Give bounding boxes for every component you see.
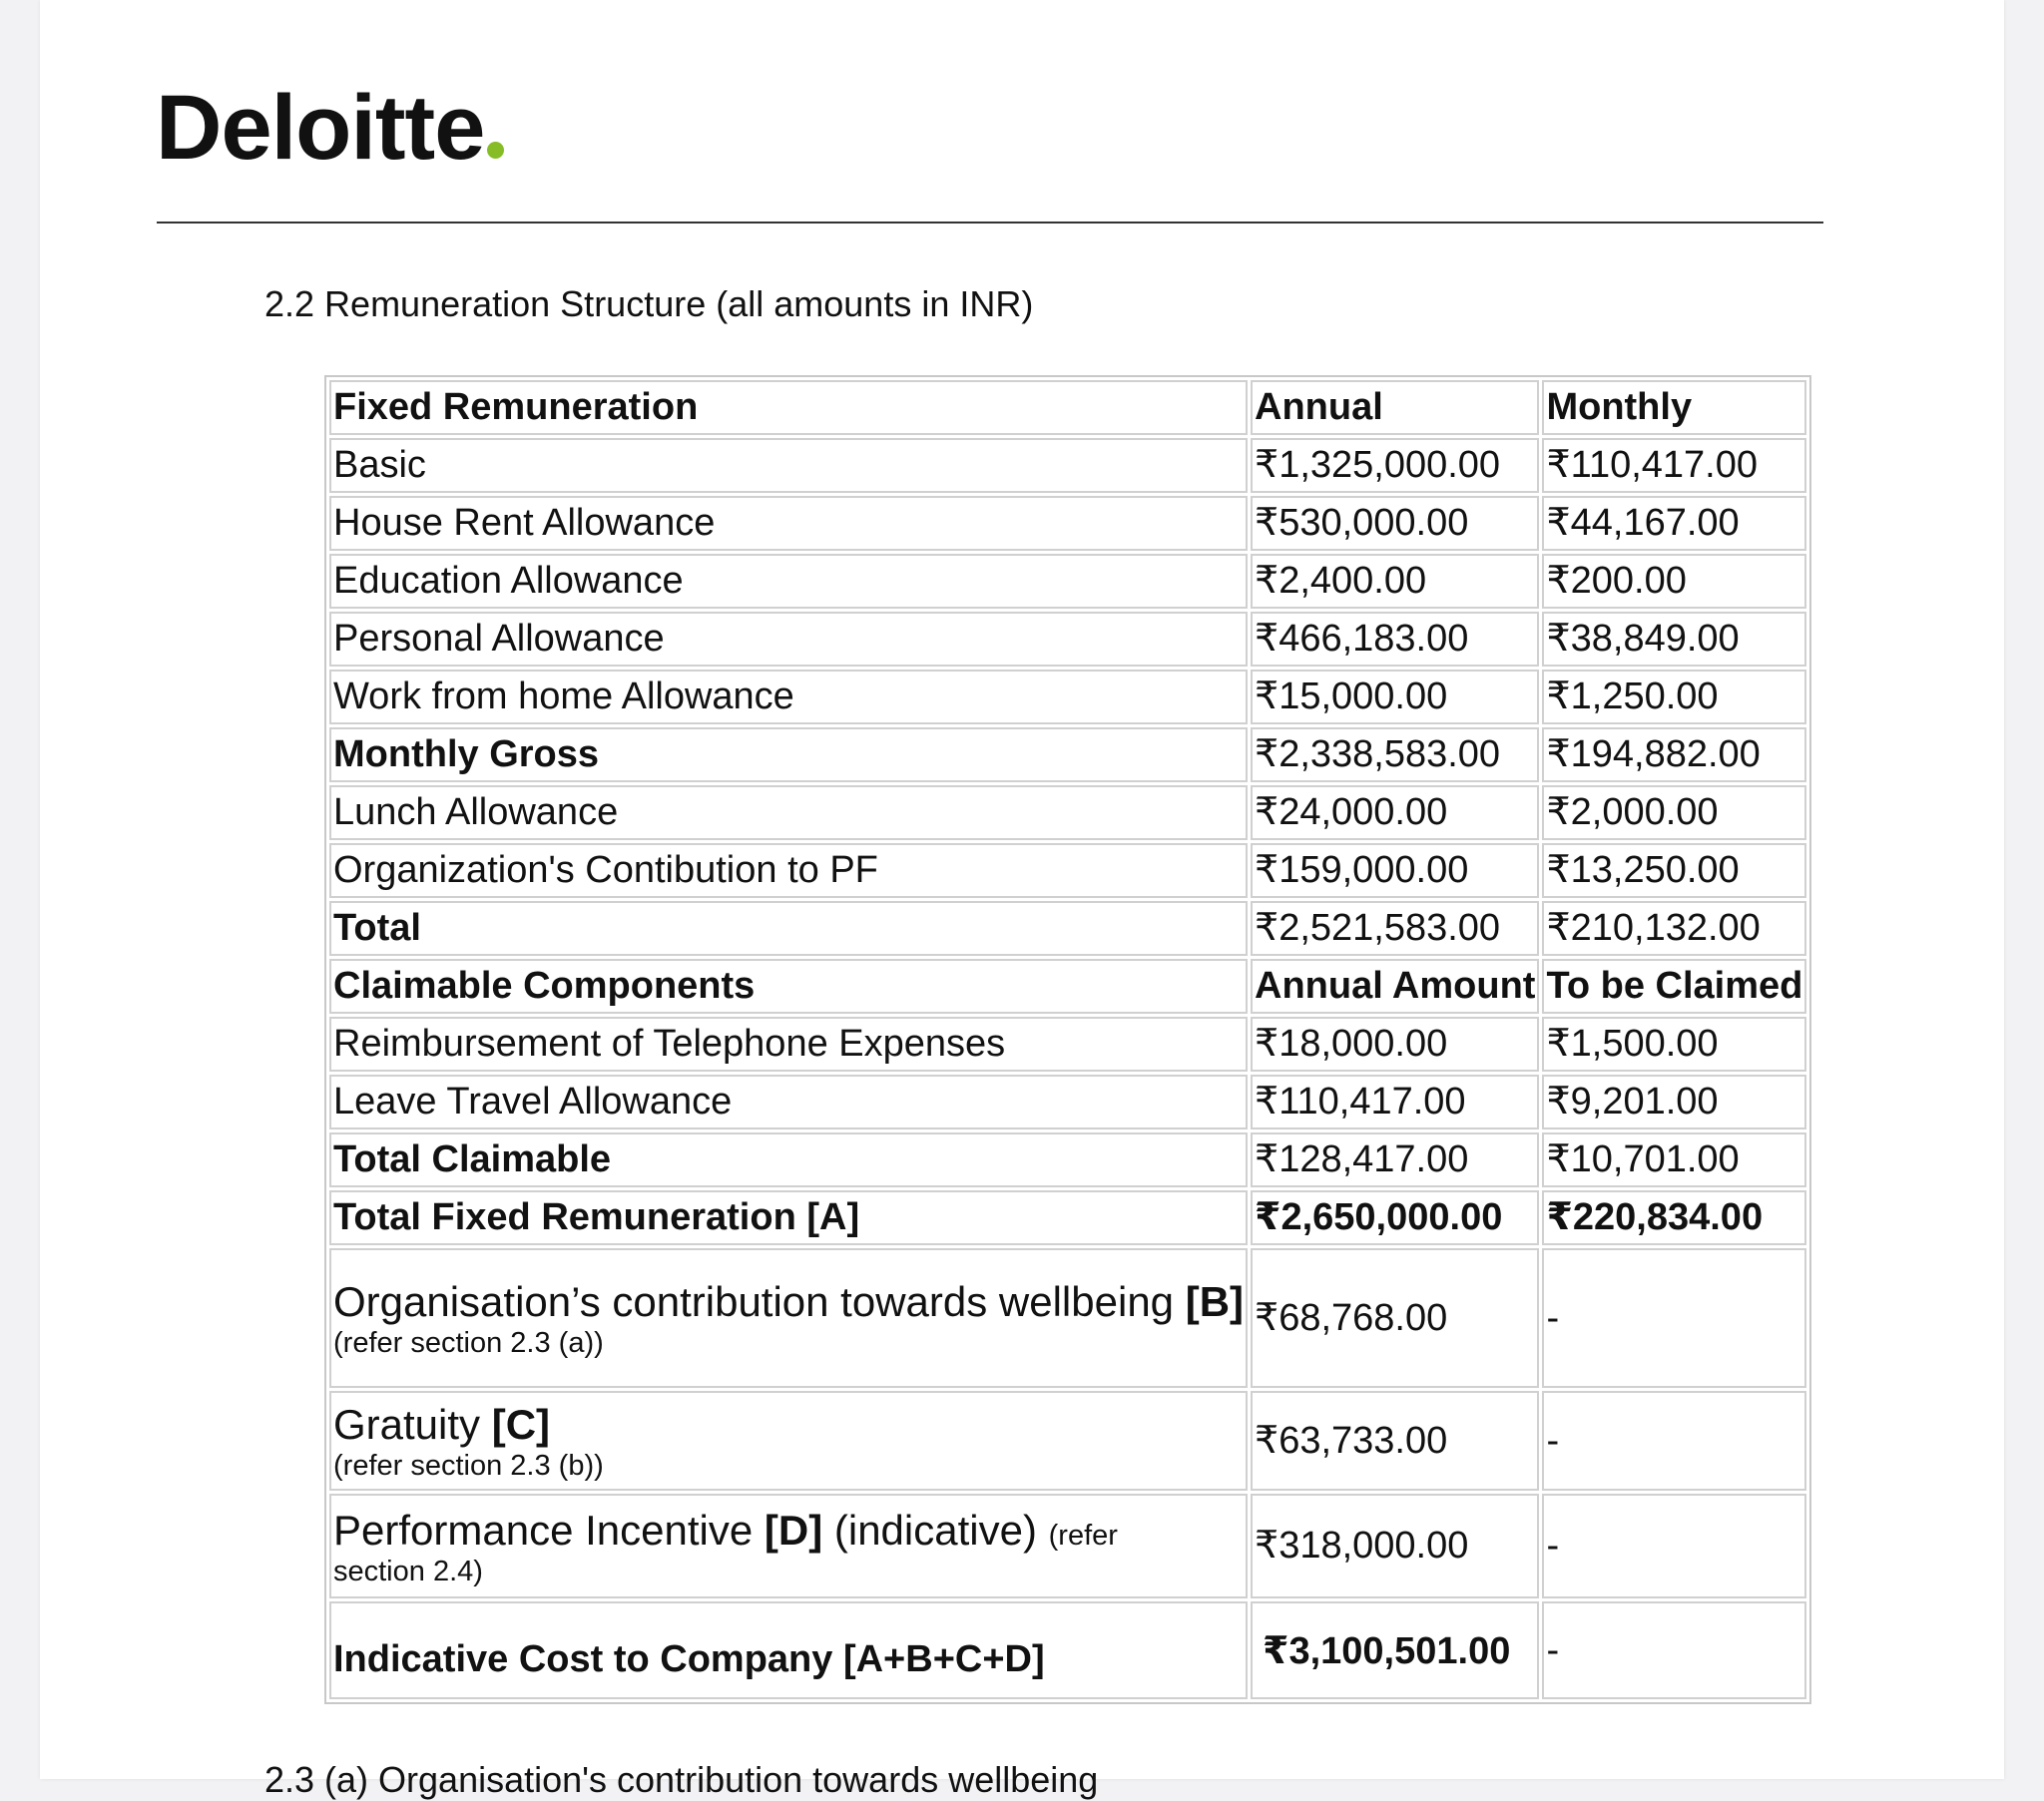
claimable-header-annual: Annual Amount bbox=[1251, 959, 1539, 1014]
row-label: House Rent Allowance bbox=[329, 496, 1248, 551]
table-row bbox=[329, 670, 1806, 724]
row-monthly: ₹110,417.00 bbox=[1542, 438, 1806, 493]
gratuity-row bbox=[329, 1391, 1806, 1491]
row-label: Reimbursement of Telephone Expenses bbox=[329, 1017, 1248, 1072]
gratuity-label-cell bbox=[329, 1391, 1248, 1491]
gratuity-tag: [C] bbox=[491, 1401, 551, 1448]
ctc-label: Indicative Cost to Company [A+B+C+D] bbox=[329, 1601, 1248, 1699]
row-annual: ₹2,650,000.00 bbox=[1251, 1190, 1539, 1245]
performance-label-cell bbox=[329, 1494, 1248, 1598]
table-row bbox=[329, 554, 1806, 609]
performance-row bbox=[329, 1494, 1806, 1598]
row-annual: ₹18,000.00 bbox=[1251, 1017, 1539, 1072]
table-row bbox=[329, 438, 1806, 493]
total-fixed-row bbox=[329, 1190, 1806, 1245]
row-monthly: ₹10,701.00 bbox=[1542, 1132, 1806, 1187]
claimable-header-monthly: To be Claimed bbox=[1542, 959, 1806, 1014]
header-annual: Annual bbox=[1251, 380, 1539, 435]
header-label: Fixed Remuneration bbox=[329, 380, 1248, 435]
wellbeing-label: Organisation’s contribution towards wellbeing bbox=[333, 1278, 1175, 1325]
row-label: Organization's Contibution to PF bbox=[329, 843, 1248, 898]
row-annual: ₹2,521,583.00 bbox=[1251, 901, 1539, 956]
table-header-row bbox=[329, 380, 1806, 435]
gratuity-label: Gratuity bbox=[333, 1401, 481, 1448]
row-annual: ₹24,000.00 bbox=[1251, 785, 1539, 840]
ctc-monthly: - bbox=[1542, 1601, 1806, 1699]
row-annual: ₹128,417.00 bbox=[1251, 1132, 1539, 1187]
claimable-header-label: Claimable Components bbox=[329, 959, 1248, 1014]
performance-tag: [D] bbox=[764, 1506, 823, 1554]
row-annual: ₹466,183.00 bbox=[1251, 612, 1539, 667]
row-annual: ₹530,000.00 bbox=[1251, 496, 1539, 551]
performance-note-a: (refer bbox=[1048, 1519, 1118, 1552]
row-monthly: ₹38,849.00 bbox=[1542, 612, 1806, 667]
gratuity-note: (refer section 2.3 (b)) bbox=[333, 1450, 604, 1482]
table-row bbox=[329, 843, 1806, 898]
row-label: Work from home Allowance bbox=[329, 670, 1248, 724]
logo-dot-icon bbox=[487, 142, 504, 159]
table-row bbox=[329, 612, 1806, 667]
row-monthly: ₹200.00 bbox=[1542, 554, 1806, 609]
gratuity-annual: ₹63,733.00 bbox=[1251, 1391, 1539, 1491]
wellbeing-monthly: - bbox=[1542, 1248, 1806, 1388]
total-claimable-row bbox=[329, 1132, 1806, 1187]
table-row bbox=[329, 496, 1806, 551]
table-row bbox=[329, 1075, 1806, 1129]
header-divider bbox=[157, 222, 1823, 224]
wellbeing-tag: [B] bbox=[1185, 1278, 1245, 1325]
row-label: Total bbox=[329, 901, 1248, 956]
row-monthly: ₹13,250.00 bbox=[1542, 843, 1806, 898]
row-annual: ₹110,417.00 bbox=[1251, 1075, 1539, 1129]
row-label: Basic bbox=[329, 438, 1248, 493]
ctc-row bbox=[329, 1601, 1806, 1699]
row-label: Monthly Gross bbox=[329, 727, 1248, 782]
performance-note-b: section 2.4) bbox=[333, 1555, 483, 1587]
row-label: Leave Travel Allowance bbox=[329, 1075, 1248, 1129]
row-monthly: ₹210,132.00 bbox=[1542, 901, 1806, 956]
table-row bbox=[329, 785, 1806, 840]
row-monthly: ₹44,167.00 bbox=[1542, 496, 1806, 551]
row-label: Personal Allowance bbox=[329, 612, 1248, 667]
table-row-total bbox=[329, 901, 1806, 956]
row-monthly: ₹220,834.00 bbox=[1542, 1190, 1806, 1245]
row-label: Lunch Allowance bbox=[329, 785, 1248, 840]
row-label: Education Allowance bbox=[329, 554, 1248, 609]
row-annual: ₹15,000.00 bbox=[1251, 670, 1539, 724]
performance-monthly: - bbox=[1542, 1494, 1806, 1598]
document-page bbox=[40, 0, 2004, 1800]
header-monthly: Monthly bbox=[1542, 380, 1806, 435]
table-row-monthly-gross bbox=[329, 727, 1806, 782]
performance-suffix: (indicative) bbox=[833, 1506, 1037, 1554]
row-monthly: ₹1,250.00 bbox=[1542, 670, 1806, 724]
claimable-header-row bbox=[329, 959, 1806, 1014]
row-label: Total Claimable bbox=[329, 1132, 1248, 1187]
row-annual: ₹1,325,000.00 bbox=[1251, 438, 1539, 493]
ctc-annual: ₹3,100,501.00 bbox=[1251, 1601, 1539, 1699]
performance-label: Performance Incentive bbox=[333, 1506, 754, 1554]
performance-annual: ₹318,000.00 bbox=[1251, 1494, 1539, 1598]
remuneration-table bbox=[324, 375, 1811, 1704]
row-monthly: ₹1,500.00 bbox=[1542, 1017, 1806, 1072]
next-section-title-partial: 2.3 (a) Organisation's contribution towards wellbeing bbox=[264, 1759, 1099, 1800]
wellbeing-note: (refer section 2.3 (a)) bbox=[333, 1327, 604, 1359]
row-annual: ₹2,338,583.00 bbox=[1251, 727, 1539, 782]
wellbeing-row bbox=[329, 1248, 1806, 1388]
row-annual: ₹2,400.00 bbox=[1251, 554, 1539, 609]
gratuity-monthly: - bbox=[1542, 1391, 1806, 1491]
row-monthly: ₹194,882.00 bbox=[1542, 727, 1806, 782]
row-annual: ₹159,000.00 bbox=[1251, 843, 1539, 898]
table-row bbox=[329, 1017, 1806, 1072]
row-monthly: ₹9,201.00 bbox=[1542, 1075, 1806, 1129]
row-monthly: ₹2,000.00 bbox=[1542, 785, 1806, 840]
deloitte-logo: Deloitte bbox=[156, 82, 504, 174]
wellbeing-label-cell bbox=[329, 1248, 1248, 1388]
row-label: Total Fixed Remuneration [A] bbox=[329, 1190, 1248, 1245]
wellbeing-annual: ₹68,768.00 bbox=[1251, 1248, 1539, 1388]
section-title: 2.2 Remuneration Structure (all amounts in INR) bbox=[264, 283, 1034, 324]
